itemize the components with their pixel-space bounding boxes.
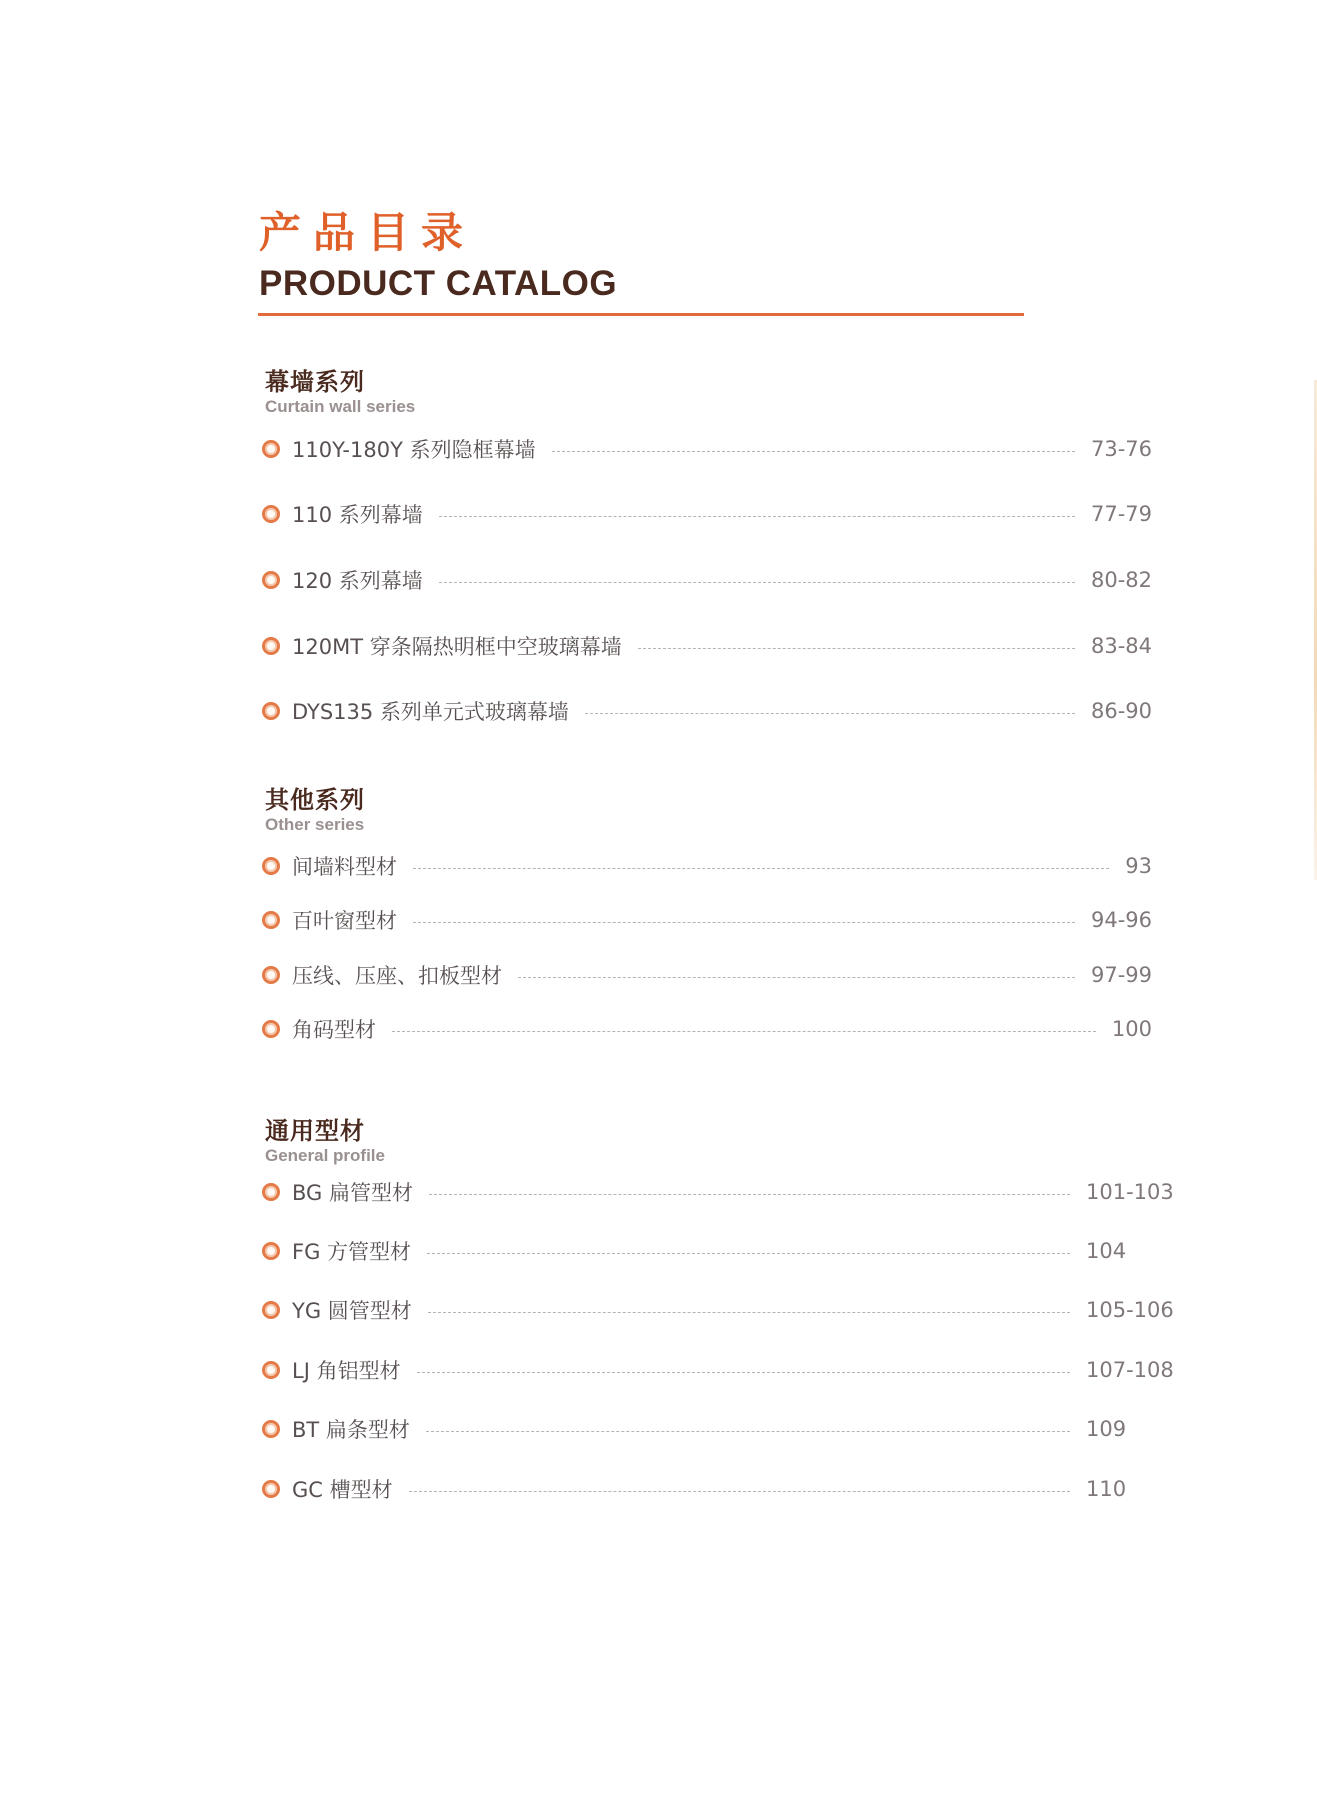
entry-page-range: 80-82 [1090,568,1152,592]
circle-bullet-icon [262,966,280,984]
circle-bullet-icon [262,911,280,929]
circle-bullet-icon [262,1480,280,1498]
catalog-entry[interactable] [262,499,1152,529]
circle-bullet-icon [262,1361,280,1379]
dotted-leader [409,1491,1070,1492]
catalog-entry[interactable] [262,696,1152,726]
circle-bullet-icon [262,1183,280,1201]
dotted-leader [392,1031,1096,1032]
entry-label: 110Y-180Y 系列隐框幕墙 [292,438,536,462]
dotted-leader [417,1372,1070,1373]
entry-label: 间墙料型材 [292,855,397,879]
section-subtitle-curtain-wall: Curtain wall series [265,397,416,416]
page-title-en: PRODUCT CATALOG [259,264,618,303]
entry-label: 110 系列幕墙 [292,503,423,527]
section-title-general-profile: 通用型材 [265,1117,365,1145]
entry-label: 百叶窗型材 [292,909,397,933]
entry-page-range: 97-99 [1090,963,1152,987]
entry-label: 角码型材 [292,1018,376,1042]
entry-page-range: 93 [1125,854,1152,878]
catalog-entry[interactable] [262,905,1152,935]
catalog-entry[interactable] [262,851,1152,881]
entry-label: 120MT 穿条隔热明框中空玻璃幕墙 [292,635,622,659]
catalog-entry[interactable] [262,960,1152,990]
section-subtitle-other: Other series [265,815,365,834]
catalog-entry[interactable] [262,1014,1152,1044]
title-divider [258,313,1024,316]
entry-page-range: 110 [1086,1477,1127,1501]
circle-bullet-icon [262,571,280,589]
section-subtitle-general-profile: General profile [265,1146,385,1165]
dotted-leader [552,451,1075,452]
dotted-leader [585,713,1075,714]
dotted-leader [439,516,1075,517]
entry-page-range: 109 [1086,1417,1127,1441]
entry-label: GC 槽型材 [292,1478,393,1502]
entry-page-range: 94-96 [1090,908,1152,932]
entry-label: YG 圆管型材 [292,1299,412,1323]
entry-page-range: 101-103 [1086,1180,1174,1204]
dotted-leader [413,868,1109,869]
entry-label: LJ 角铝型材 [292,1359,401,1383]
dotted-leader [518,977,1075,978]
catalog-entry[interactable] [262,1414,1180,1444]
circle-bullet-icon [262,857,280,875]
circle-bullet-icon [262,440,280,458]
section-title-curtain-wall: 幕墙系列 [265,368,365,396]
dotted-leader [638,648,1075,649]
entry-page-range: 107-108 [1086,1358,1174,1382]
catalog-entry[interactable] [262,565,1152,595]
circle-bullet-icon [262,702,280,720]
catalog-entry[interactable] [262,1355,1180,1385]
dotted-leader [439,582,1075,583]
circle-bullet-icon [262,1020,280,1038]
circle-bullet-icon [262,1420,280,1438]
page-title-cn: 产品目录 [259,208,476,257]
section-title-other: 其他系列 [265,786,365,814]
dotted-leader [428,1312,1070,1313]
catalog-entry[interactable] [262,434,1152,464]
entry-label: BT 扁条型材 [292,1418,410,1442]
circle-bullet-icon [262,637,280,655]
circle-bullet-icon [262,1242,280,1260]
entry-page-range: 77-79 [1090,502,1152,526]
entry-label: FG 方管型材 [292,1240,412,1264]
entry-page-range: 104 [1086,1239,1127,1263]
entry-label: BG 扁管型材 [292,1181,413,1205]
circle-bullet-icon [262,1301,280,1319]
entry-label: 压线、压座、扣板型材 [292,964,502,988]
entry-page-range: 83-84 [1090,634,1152,658]
entry-page-range: 105-106 [1086,1298,1174,1322]
dotted-leader [427,1253,1070,1254]
catalog-entry[interactable] [262,1177,1180,1207]
catalog-entry[interactable] [262,631,1152,661]
entry-label: 120 系列幕墙 [292,569,423,593]
entry-page-range: 86-90 [1090,699,1152,723]
circle-bullet-icon [262,505,280,523]
dotted-leader [413,922,1075,923]
entry-label: DYS135 系列单元式玻璃幕墙 [292,700,569,724]
catalog-entry[interactable] [262,1474,1180,1504]
entry-page-range: 100 [1111,1017,1152,1041]
dotted-leader [429,1194,1070,1195]
catalog-entry[interactable] [262,1236,1180,1266]
catalog-entry[interactable] [262,1295,1180,1325]
dotted-leader [426,1431,1070,1432]
entry-page-range: 73-76 [1090,437,1152,461]
